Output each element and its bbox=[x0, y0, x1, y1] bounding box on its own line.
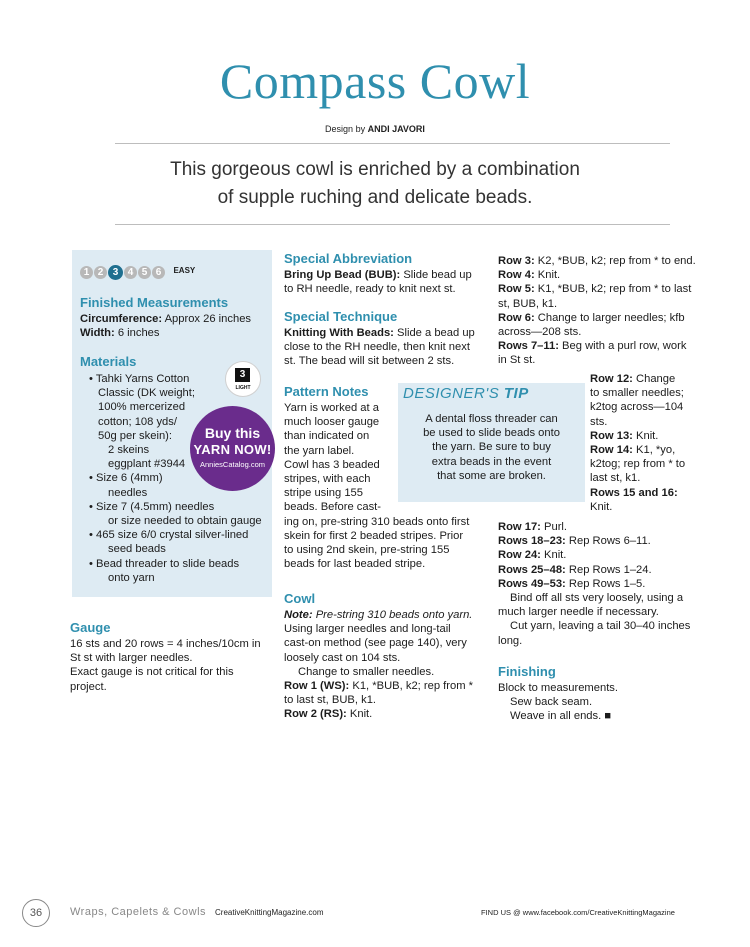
material-yarn: • Tahki Yarns Cotton Classic (DK weight; 100% mercerized cotton; 108 yds/ 50g per skein): 2 skeins eggplant #3944 bbox=[89, 373, 195, 471]
row-text: K1, *yo, bbox=[632, 444, 676, 457]
material-line: Tahki Yarns Cotton bbox=[95, 373, 190, 385]
notes-line: beads for last beaded stripe. bbox=[284, 558, 426, 571]
row-text: K2, *BUB, k2; rep from * to end. bbox=[534, 255, 696, 267]
material-line: 100% mercerized bbox=[98, 401, 186, 414]
row-text: Rep Rows 1–5. bbox=[565, 577, 646, 590]
row-label: Row 24: bbox=[498, 549, 541, 562]
row1-text: to last st, BUB, k1. bbox=[284, 694, 377, 707]
cowl-line: loosely cast on 104 sts. bbox=[284, 651, 401, 664]
row-text: sts. bbox=[590, 415, 608, 428]
abbrev-line: to RH needle, ready to knit next st. bbox=[284, 283, 456, 296]
gauge-text bbox=[70, 637, 275, 694]
row-text: Knit. bbox=[534, 269, 561, 282]
row-text: Beg with a purl row, work bbox=[558, 340, 687, 353]
skill-label: EASY bbox=[173, 266, 196, 275]
row1-text: K1, *BUB, k2; rep from * bbox=[349, 680, 473, 693]
gauge-heading: Gauge bbox=[70, 620, 111, 635]
abbrev-line: Slide bead up bbox=[400, 269, 472, 281]
rows-17-to-end bbox=[498, 520, 728, 648]
notes-line: than indicated on bbox=[284, 430, 370, 443]
row-label: Row 6: bbox=[498, 311, 535, 324]
buy-badge-line-1: Buy this bbox=[204, 425, 261, 441]
row-label: Rows 49–53: bbox=[498, 577, 566, 590]
yarn-weight-label: LIGHT bbox=[235, 385, 251, 391]
designers-tip-text bbox=[408, 412, 575, 483]
tip-head-2: TIP bbox=[503, 385, 529, 402]
material-line: Size 6 (4mm) bbox=[96, 472, 163, 485]
row-text: Knit. bbox=[590, 500, 613, 513]
designers-tip-heading bbox=[403, 385, 529, 402]
row1-label: Row 1 (WS): bbox=[284, 680, 350, 693]
finishing-line: Sew back seam. bbox=[510, 696, 593, 709]
material-line: or size needed to obtain gauge bbox=[108, 515, 262, 528]
footer-facebook-link[interactable]: FIND US @ www.facebook.com/CreativeKnittingMagazine bbox=[481, 908, 675, 917]
bind-off-line: Bind off all sts very loosely, using a bbox=[510, 592, 684, 605]
cut-yarn-line: long. bbox=[498, 634, 523, 647]
tagline-line-1: This gorgeous cowl is enriched by a combination bbox=[170, 159, 580, 180]
special-tech-heading: Special Technique bbox=[284, 309, 398, 324]
material-line: Size 7 (4.5mm) needles bbox=[96, 500, 215, 513]
row-text: Rep Rows 1–24. bbox=[565, 563, 652, 576]
material-line: seed beads bbox=[108, 543, 166, 556]
designers-tip-box bbox=[398, 383, 585, 502]
material-needles-7: • Size 7 (4.5mm) needles or size needed to obtain gauge bbox=[89, 500, 262, 528]
row-text: across—208 sts. bbox=[498, 326, 582, 339]
row-label: Row 4: bbox=[498, 269, 535, 282]
row-label: Row 3: bbox=[498, 255, 535, 267]
notes-line: stripes, with each bbox=[284, 473, 371, 486]
row-text: Change to larger needles; kfb bbox=[534, 311, 685, 324]
material-line: Bead threader to slide beads bbox=[96, 557, 240, 570]
end-mark-icon: ■ bbox=[604, 710, 612, 723]
skill-level-1: 1 bbox=[80, 266, 93, 279]
finishing-heading: Finishing bbox=[498, 664, 556, 679]
material-line: cotton; 108 yds/ bbox=[98, 415, 177, 428]
cowl-note-label: Note: bbox=[284, 609, 313, 621]
finishing-line: Block to measurements. bbox=[498, 682, 619, 694]
notes-line: ing on, pre-string 310 beads onto first bbox=[284, 515, 470, 528]
material-needles-6: • Size 6 (4mm) needles bbox=[89, 472, 163, 499]
top-rule bbox=[115, 143, 670, 144]
gauge-line: 16 sts and 20 rows = 4 inches/10cm in bbox=[70, 638, 261, 650]
special-abbrev-text bbox=[284, 268, 489, 296]
skill-level bbox=[80, 262, 195, 278]
tech-term: Knitting With Beads: bbox=[284, 327, 394, 339]
cowl-change: Change to smaller needles. bbox=[298, 665, 435, 678]
tip-line: be used to slide beads onto bbox=[423, 427, 560, 440]
tip-line: A dental floss threader can bbox=[425, 413, 558, 425]
tagline bbox=[100, 156, 650, 212]
page-title: Compass Cowl bbox=[219, 53, 531, 109]
gauge-line: St st with larger needles. bbox=[70, 652, 193, 665]
cowl-note-text: Pre-string 310 beads onto yarn. bbox=[312, 609, 473, 621]
width-label: Width: bbox=[80, 327, 115, 340]
cowl-text bbox=[284, 608, 494, 722]
byline-prefix: Design by bbox=[325, 124, 366, 134]
designer-name: ANDI JAVORI bbox=[367, 124, 425, 134]
row-label: Rows 15 and 16: bbox=[590, 486, 678, 499]
row-label: Rows 25–48: bbox=[498, 563, 566, 576]
row-label: Rows 18–23: bbox=[498, 535, 566, 548]
row2-label: Row 2 (RS): bbox=[284, 708, 347, 721]
bind-off-line: much larger needle if necessary. bbox=[498, 606, 659, 619]
material-beads: • 465 size 6/0 crystal silver-lined seed beads bbox=[89, 529, 249, 556]
tip-head-1: DESIGNER'S bbox=[403, 385, 500, 402]
notes-line: Yarn is worked at a bbox=[284, 402, 379, 414]
yarn-weight-number: 3 bbox=[235, 368, 250, 382]
finished-measurements bbox=[80, 312, 270, 340]
row-label: Row 14: bbox=[590, 444, 633, 457]
material-line: 2 skeins bbox=[108, 444, 150, 457]
material-line: eggplant #3944 bbox=[108, 458, 186, 471]
cut-yarn-line: Cut yarn, leaving a tail 30–40 inches bbox=[510, 620, 691, 633]
tip-line: the yarn. Be sure to buy bbox=[432, 441, 551, 454]
byline bbox=[0, 124, 750, 134]
row-label: Row 13: bbox=[590, 429, 633, 442]
footer-website-link[interactable]: CreativeKnittingMagazine.com bbox=[215, 908, 324, 917]
row-text: Knit. bbox=[632, 429, 659, 442]
notes-line: beads. Before cast- bbox=[284, 501, 382, 514]
row-text: in St st. bbox=[498, 354, 536, 367]
footer-section: Wraps, Capelets & Cowls bbox=[70, 906, 207, 918]
gauge-line: Exact gauge is not critical for this bbox=[70, 666, 234, 679]
notes-line: much looser gauge bbox=[284, 416, 380, 429]
notes-line: to using 2nd skein, pre-string 155 bbox=[284, 544, 450, 557]
yarn-weight-icon bbox=[225, 361, 261, 397]
row-text: last st, k1. bbox=[590, 472, 641, 485]
material-threader: • Bead threader to slide beads onto yarn bbox=[89, 557, 240, 584]
finished-heading: Finished Measurements bbox=[80, 295, 229, 310]
row-label: Rows 7–11: bbox=[498, 340, 559, 353]
special-tech-text bbox=[284, 326, 489, 369]
cowl-heading: Cowl bbox=[284, 591, 316, 606]
row-label: Row 12: bbox=[590, 373, 633, 385]
row-text: k2tog across—104 bbox=[590, 401, 684, 414]
row-text: Knit. bbox=[540, 549, 567, 562]
special-abbrev-heading: Special Abbreviation bbox=[284, 251, 413, 266]
finishing-text bbox=[498, 681, 728, 724]
row-label: Row 5: bbox=[498, 283, 535, 296]
buy-badge-link[interactable]: AnniesCatalog.com bbox=[199, 460, 266, 469]
row-text: k2tog; rep from * to bbox=[590, 458, 686, 471]
circumference-value: Approx 26 inches bbox=[164, 313, 252, 325]
width-value: 6 inches bbox=[117, 327, 160, 340]
page-number: 36 bbox=[22, 899, 50, 927]
finishing-line: Weave in all ends. bbox=[510, 710, 602, 723]
row-text: K1, *BUB, k2; rep from * to last bbox=[534, 283, 692, 296]
gauge-line: project. bbox=[70, 680, 107, 693]
notes-line: skein for first 2 beaded stripes. Prior bbox=[284, 529, 464, 542]
cowl-line: cast-on method (see page 140), very bbox=[284, 637, 467, 650]
pattern-notes-heading: Pattern Notes bbox=[284, 384, 369, 399]
row-text: Rep Rows 6–11. bbox=[565, 535, 651, 548]
skill-level-6: 6 bbox=[152, 266, 165, 279]
tip-line: that some are broken. bbox=[437, 469, 546, 482]
material-line: 465 size 6/0 crystal silver-lined bbox=[96, 529, 249, 542]
skill-level-5: 5 bbox=[138, 266, 151, 279]
skill-level-4: 4 bbox=[124, 266, 137, 279]
skill-level-3: 3 bbox=[108, 265, 123, 280]
row2-text: Knit. bbox=[346, 708, 373, 721]
notes-line: stripe using 155 bbox=[284, 487, 363, 500]
material-line: 50g per skein): bbox=[98, 429, 173, 442]
material-line: Classic (DK weight; bbox=[98, 387, 195, 400]
abbrev-term: Bring Up Bead (BUB): bbox=[284, 269, 401, 281]
skill-level-2: 2 bbox=[94, 266, 107, 279]
tech-line: close to the RH needle, then knit next bbox=[284, 341, 470, 354]
row-label: Row 17: bbox=[498, 521, 541, 533]
notes-line: the yarn label. bbox=[284, 444, 355, 457]
tip-line: extra beads in the event bbox=[431, 455, 552, 468]
tagline-line-2: of supple ruching and delicate beads. bbox=[217, 187, 533, 208]
cowl-line: Using larger needles and long-tail bbox=[284, 623, 451, 636]
row-text: st, BUB, k1. bbox=[498, 297, 558, 310]
row-text: to smaller needles; bbox=[590, 387, 684, 400]
circumference-label: Circumference: bbox=[80, 313, 163, 325]
row-text: Change bbox=[632, 373, 676, 385]
tech-line: Slide a bead up bbox=[393, 327, 475, 339]
tech-line: st. The bead will sit between 2 sts. bbox=[284, 355, 455, 368]
buy-yarn-badge[interactable] bbox=[190, 406, 275, 491]
material-line: needles bbox=[108, 486, 148, 499]
bottom-rule bbox=[115, 224, 670, 225]
rows-12-to-16 bbox=[590, 372, 730, 514]
row-text: Purl. bbox=[540, 521, 568, 533]
materials-heading: Materials bbox=[80, 354, 137, 369]
notes-line: Cowl has 3 beaded bbox=[284, 458, 380, 471]
buy-badge-line-2: YARN NOW! bbox=[193, 442, 272, 457]
material-line: onto yarn bbox=[108, 571, 155, 584]
rows-3-to-11 bbox=[498, 254, 728, 368]
